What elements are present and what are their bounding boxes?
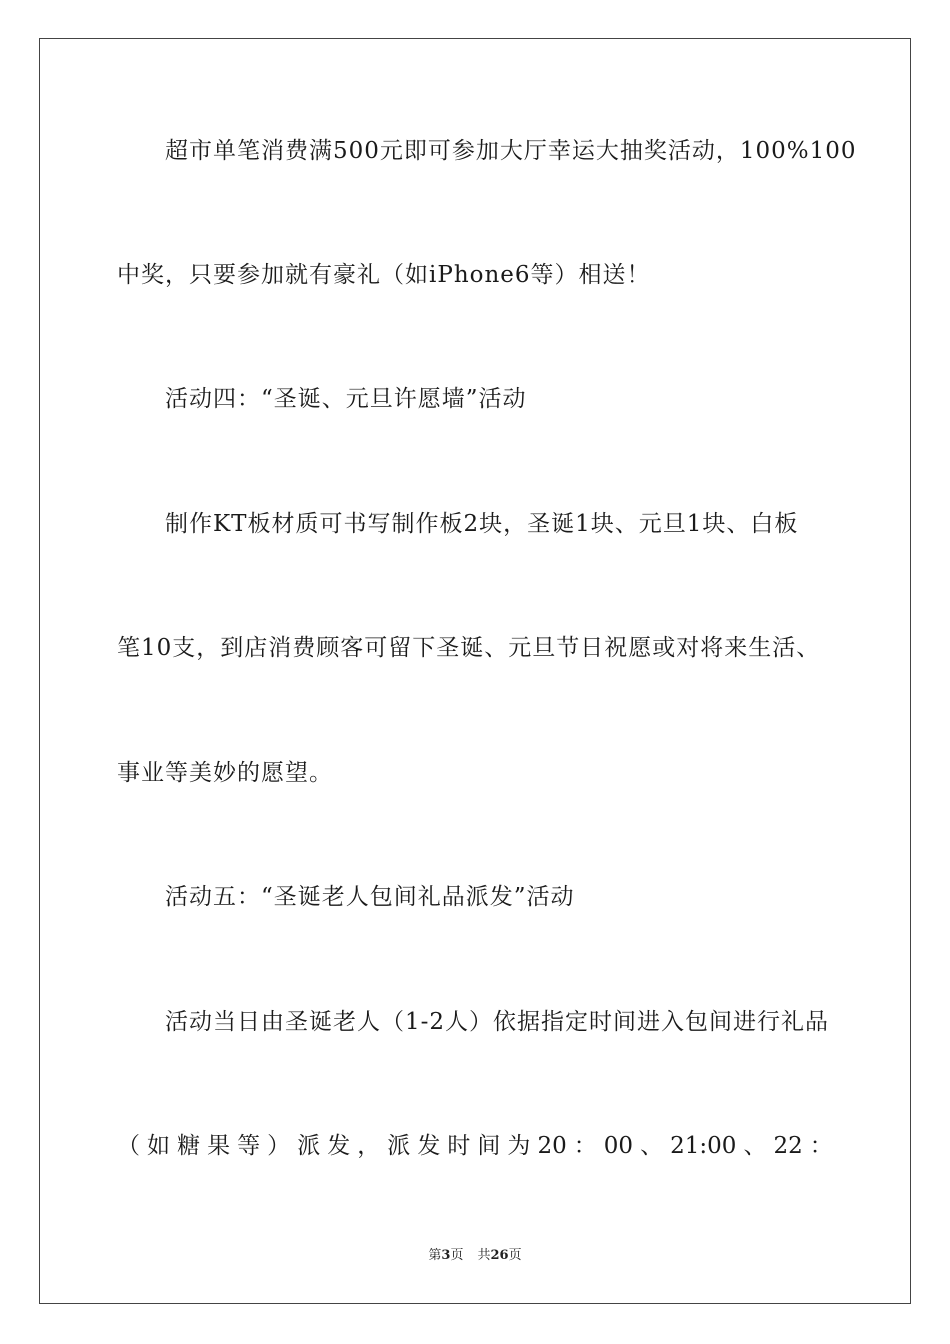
justified-token: 为 — [507, 1133, 531, 1159]
justified-token: 发 — [417, 1133, 441, 1159]
paragraph-line: 活动当日由圣诞老人（1-2人）依据指定时间进入包间进行礼品 — [165, 1009, 830, 1035]
paragraph-line: 中奖，只要参加就有豪礼（如iPhone6等）相送！ — [117, 262, 651, 288]
justified-token: ， — [357, 1133, 381, 1159]
paragraph-line: 超市单笔消费满500元即可参加大厅幸运大抽奖活动，100%100 — [165, 138, 857, 164]
footer-total-suffix: 页 — [508, 1248, 522, 1263]
justified-token: 、 — [640, 1133, 664, 1159]
paragraph-line: 制作KT板材质可书写制作板2块，圣诞1块、元旦1块、白板 — [165, 511, 799, 537]
page-footer — [0, 1247, 950, 1265]
justified-token: 、 — [743, 1133, 767, 1159]
paragraph-line-justified — [117, 1131, 833, 1161]
justified-token: 21:00 — [670, 1133, 737, 1159]
justified-token: ） — [267, 1133, 291, 1159]
justified-token: 间 — [477, 1133, 501, 1159]
paragraph-line: 事业等美妙的愿望。 — [117, 760, 333, 786]
justified-token: 如 — [147, 1133, 171, 1159]
justified-token: 派 — [297, 1133, 321, 1159]
footer-prefix: 第 — [428, 1248, 442, 1263]
justified-token: 派 — [387, 1133, 411, 1159]
justified-token: 果 — [207, 1133, 231, 1159]
justified-token: 等 — [237, 1133, 261, 1159]
activity-four-heading: 活动四：“圣诞、元旦许愿墙”活动 — [165, 386, 527, 412]
page-frame — [39, 38, 911, 1304]
justified-token: 20 — [537, 1133, 567, 1159]
total-pages-number: 26 — [490, 1248, 509, 1263]
justified-token: ： — [809, 1133, 833, 1159]
justified-token: 糖 — [177, 1133, 201, 1159]
justified-token: 发 — [327, 1133, 351, 1159]
activity-five-heading: 活动五：“圣诞老人包间礼品派发”活动 — [165, 884, 575, 910]
justified-token: 时 — [447, 1133, 471, 1159]
footer-page-suffix: 页 — [450, 1248, 464, 1263]
justified-token: （ — [117, 1133, 140, 1159]
footer-total-prefix: 共 — [477, 1248, 491, 1263]
justified-token: 22 — [773, 1133, 803, 1159]
justified-token: ： — [573, 1133, 597, 1159]
paragraph-line: 笔10支，到店消费顾客可留下圣诞、元旦节日祝愿或对将来生活、 — [117, 635, 821, 661]
current-page-number: 3 — [441, 1248, 451, 1263]
justified-token: 00 — [603, 1133, 634, 1159]
